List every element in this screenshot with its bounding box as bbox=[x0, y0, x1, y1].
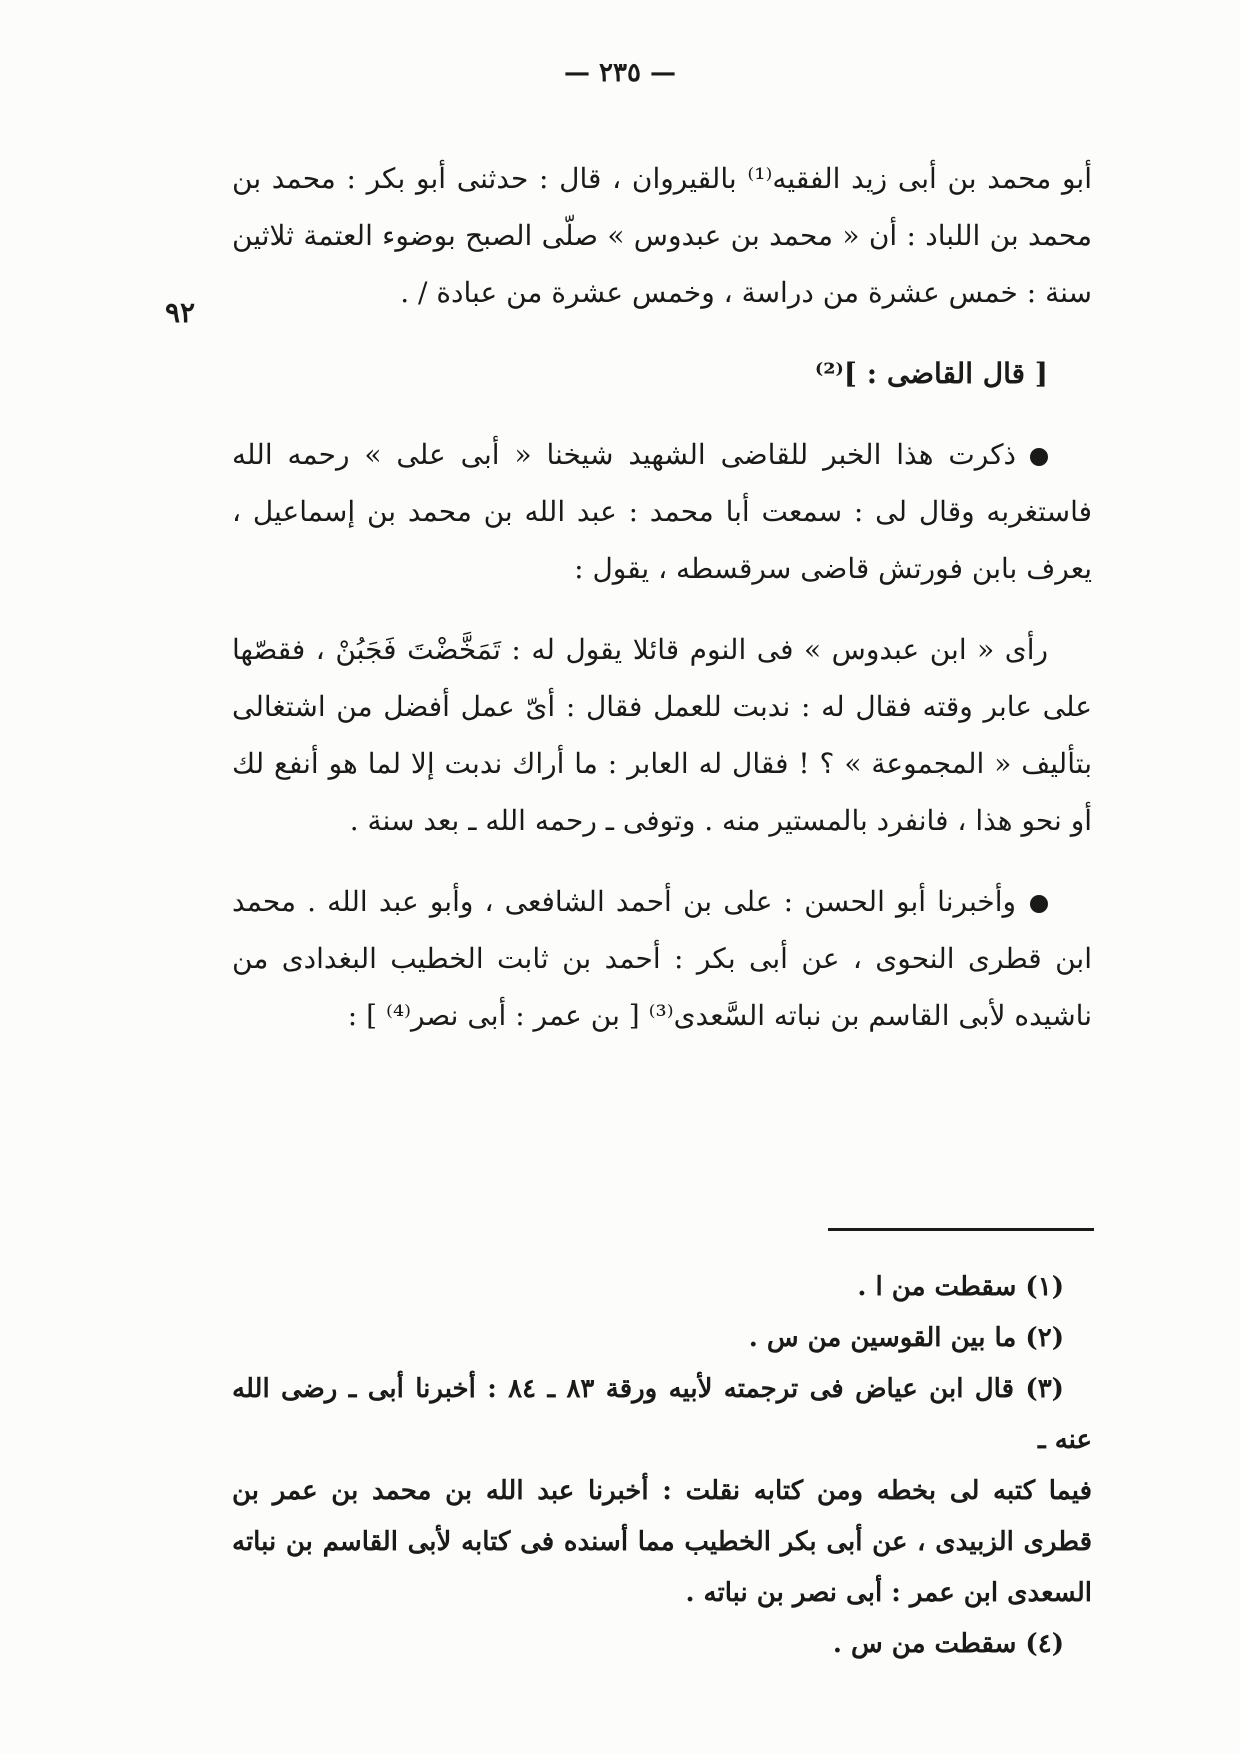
paragraph-2: [ قال القاضى : ]⁽²⁾ bbox=[814, 357, 1048, 390]
footnote-3-line-1: (٣) قال ابن عياض فى ترجمته لأبيه ورقة ٨٣ ـ ٨٤ : أخبرنا أبى ـ رضى الله عنه ـ bbox=[232, 1374, 1092, 1455]
paragraph-1: أبو محمد بن أبى زيد الفقيه⁽¹⁾ بالقيروان ، قال : حدثنى أبو بكر : محمد بن محمد بن اللباد : أن « محمد بن عبدوس » صلّى الصبح بوضوء العتمة ثلاثين سنة : خمس عشرة من دراسة ، وخمس عشرة من عبادة / . bbox=[232, 162, 1092, 309]
page-number: — ٢٣٥ — bbox=[563, 58, 677, 88]
paragraph-5 bbox=[232, 873, 1092, 1044]
footnote-2: (٢) ما بين القوسين من س . bbox=[748, 1323, 1064, 1353]
footnotes bbox=[232, 1262, 1092, 1670]
main-text bbox=[232, 150, 1092, 1044]
paragraph-4: رأى « ابن عبدوس » فى النوم قائلا يقول له : تَمَخَّضْتَ فَجَبُنْ ، فقصّها على عابر وقته فقال له : ندبت للعمل فقال : أىّ عمل أفضل من اشتغالى بتأليف « المجموعة » ؟ ! فقال له العابر : ما أراك ندبت إلا لما هو أنفع لك أو نحو هذا ، فانفرد بالمستير منه . وتوفى ـ رحمه الله ـ بعد سنة . bbox=[232, 633, 1092, 837]
paragraph-3 bbox=[232, 426, 1092, 597]
footnote-1: (١) سقطت من ا . bbox=[857, 1272, 1064, 1302]
footnote-3-continuation: فيما كتبه لى بخطه ومن كتابه نقلت : أخبرنا عبد الله بن محمد بن عمر بن قطرى الزبيدى ، عن أبى بكر الخطيب مما أسنده فى كتابه لأبى القاسم بن نباته السعدى ابن عمر : أبى نصر بن نباته . bbox=[232, 1476, 1092, 1608]
manuscript-folio-number: ٩٢ bbox=[165, 296, 196, 329]
footnote-separator bbox=[828, 1228, 1094, 1231]
paragraph-3-text: ذكرت هذا الخبر للقاضى الشهيد شيخنا « أبى على » رحمه الله فاستغربه وقال لى : سمعت أبا محمد : عبد الله بن محمد بن إسماعيل ، يعرف بابن فورتش قاضى سرقسطه ، يقول : bbox=[232, 438, 1092, 585]
paragraph-5-text: وأخبرنا أبو الحسن : على بن أحمد الشافعى ، وأبو عبد الله . محمد ابن قطرى النحوى ، عن أبى بكر : أحمد بن ثابت الخطيب البغدادى من ناشيده لأبى القاسم بن نباته السَّعدى⁽³⁾ [ بن عمر : أبى نصر⁽⁴⁾ ] : bbox=[232, 885, 1092, 1032]
bullet-icon bbox=[1030, 448, 1048, 466]
bullet-icon bbox=[1030, 895, 1048, 913]
footnote-4: (٤) سقطت من س . bbox=[832, 1629, 1064, 1659]
